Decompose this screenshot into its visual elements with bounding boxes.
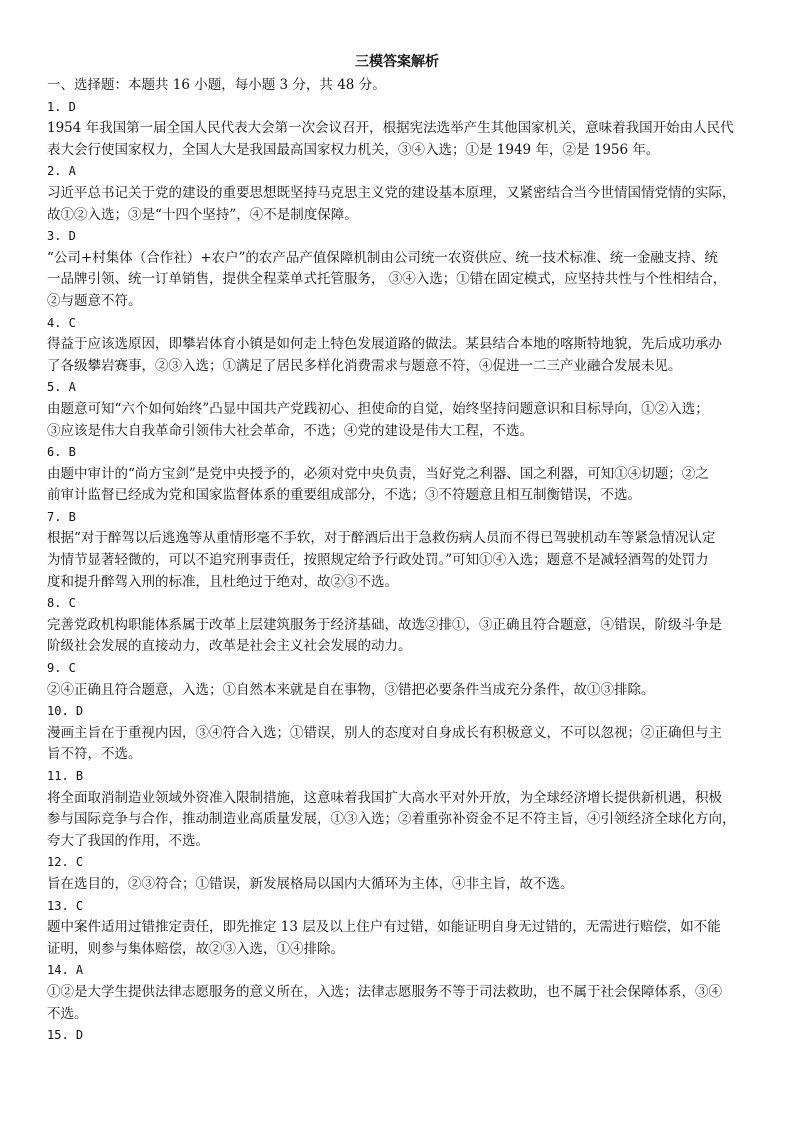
- answer-label: 2. A: [47, 164, 76, 179]
- explanation-line: 习近平总书记关于党的建设的重要思想既坚持马克思主义党的建设基本原理，又紧密结合当今世情国情党情的实际，: [47, 184, 736, 201]
- explanation-line: “公司+村集体（合作社）+农户”的农产品产值保障机制由公司统一农资供应、统一技术标准、统一金融支持、统: [47, 249, 718, 266]
- explanation-line: 旨不符，不选。: [47, 746, 142, 763]
- explanation-line: 度和提升醉驾入刑的标准，且杜绝过于绝对，故②③不选。: [47, 573, 398, 590]
- answer-label: 4. C: [47, 315, 76, 330]
- answer-label: 3. D: [47, 229, 76, 244]
- answer-label: 15. D: [47, 1028, 84, 1043]
- answer-item: [47, 226, 779, 312]
- explanation-line: 不选。: [47, 1005, 88, 1022]
- explanation-line: ②与题意不符。: [47, 292, 142, 309]
- explanation-line: 前审计监督已经成为党和国家监督体系的重要组成部分，不选；③不符题意且相互制衡错误，不选。: [47, 487, 641, 504]
- explanation-line: 阶级社会发展的直接动力，改革是社会主义社会发展的动力。: [47, 638, 412, 655]
- answer-item: [47, 377, 779, 442]
- explanation-line: 夸大了我国的作用，不选。: [47, 832, 209, 849]
- page-title: 三模答案解析: [355, 54, 439, 70]
- answer-label: 14. A: [47, 963, 84, 978]
- explanation-line: 了各级攀岩赛事，②③入选；①满足了居民多样化消费需求与题意不符，④促进一二三产业融合发展未见。: [47, 357, 682, 374]
- explanation-line: 得益于应该选原因，即攀岩体育小镇是如何走上特色发展道路的做法。某县结合本地的喀斯特地貌，先后成功承办: [47, 336, 722, 353]
- explanation-line: 为情节显著轻微的，可以不追究刑事责任，按照规定给予行政处罚。”可知①④入选；题意不是减轻酒驾的处罚力: [47, 552, 709, 569]
- answer-item: [47, 161, 779, 226]
- answer-item: [47, 593, 779, 658]
- answer-label: 6. B: [47, 445, 76, 460]
- answer-label: 10. D: [47, 704, 84, 719]
- explanation-line: 旨在选目的，②③符合；①错误，新发展格局以国内大循环为主体，④非主旨，故不选。: [47, 875, 574, 892]
- section-header: 一、选择题：本题共 16 小题，每小题 3 分，共 48 分。: [47, 77, 386, 93]
- answer-item: [47, 1025, 779, 1047]
- explanation-line: 题中案件适用过错推定责任，即先推定 13 层及以上住户有过错，如能证明自身无过错的，无需进行赔偿，如不能: [47, 919, 721, 936]
- answer-label: 12. C: [47, 855, 84, 870]
- answer-item: [47, 658, 779, 701]
- explanation-line: 参与国际竞争与合作，推动制造业高质量发展，①③入选；②着重弥补资金不足不符主旨，④引领经济全球化方向，: [47, 811, 736, 828]
- answer-label: 1. D: [47, 99, 76, 114]
- explanation-line: 根据“对于醉驾以后逃逸等从重情形毫不手软，对于醉酒后出于急救伤病人员而不得已驾驶机动车等紧急情况认定: [47, 530, 716, 547]
- answer-item: [47, 97, 779, 162]
- explanation-line: 由题意可知“六个如何始终”凸显中国共产党践初心、担使命的自觉，始终坚持问题意识和目标导向，①②入选；: [47, 400, 709, 417]
- explanation-line: 表大会行使国家权力，全国人大是我国最高国家权力机关，③④入选；①是 1949 年，②是 1956 年。: [47, 141, 660, 158]
- answer-item: [47, 852, 779, 895]
- explanation-line: 证明，则参与集体赔偿，故②③入选，①④排除。: [47, 940, 344, 957]
- explanation-line: 完善党政机构职能体系属于改革上层建筑服务于经济基础，故选②排①，③正确且符合题意，④错误，阶级斗争是: [47, 616, 722, 633]
- explanation-line: ②④正确且符合题意，入选；①自然本来就是自在事物，③错把必要条件当成充分条件，故①③排除。: [47, 681, 655, 698]
- answer-item: [47, 701, 779, 766]
- answer-label: 5. A: [47, 380, 76, 395]
- explanation-line: 漫画主旨在于重视内因，③④符合入选；①错误，别人的态度对自身成长有积极意义，不可以忽视；②正确但与主: [47, 724, 722, 741]
- explanation-line: 由题中审计的“尚方宝剑”是党中央授予的，必须对党中央负责，当好党之利器、国之利器，可知①④切题；②之: [47, 465, 709, 482]
- answer-item: [47, 766, 779, 852]
- answer-label: 9. C: [47, 661, 76, 676]
- answer-label: 13. C: [47, 898, 84, 913]
- answer-item: [47, 507, 779, 593]
- answer-item: [47, 896, 779, 961]
- explanation-line: ③应该是伟大自我革命引领伟大社会革命，不选；④党的建设是伟大工程，不选。: [47, 422, 533, 439]
- explanation-line: 故①②入选；③是“十四个坚持”，④不是制度保障。: [47, 206, 358, 223]
- explanation-line: 将全面取消制造业领域外资准入限制措施，这意味着我国扩大高水平对外开放，为全球经济增长提供新机遇，积极: [47, 789, 722, 806]
- answer-content: [47, 75, 779, 1047]
- answer-item: [47, 960, 779, 1025]
- answer-label: 7. B: [47, 509, 76, 524]
- answer-label: 11. B: [47, 769, 84, 783]
- explanation-line: 1954 年我国第一届全国人民代表大会第一次会议召开，根据宪法选举产生其他国家机关，意味着我国开始由人民代: [47, 120, 734, 137]
- answer-item: [47, 313, 779, 378]
- answer-label: 8. C: [47, 596, 76, 611]
- answer-item: [47, 442, 779, 507]
- explanation-line: 一品牌引领、统一订单销售，提供全程菜单式托管服务， ③④入选；①错在固定模式，应坚持共性与个性相结合，: [47, 271, 727, 288]
- explanation-line: ①②是大学生提供法律志愿服务的意义所在，入选；法律志愿服务不等于司法救助，也不属于社会保障体系，③④: [47, 983, 722, 1000]
